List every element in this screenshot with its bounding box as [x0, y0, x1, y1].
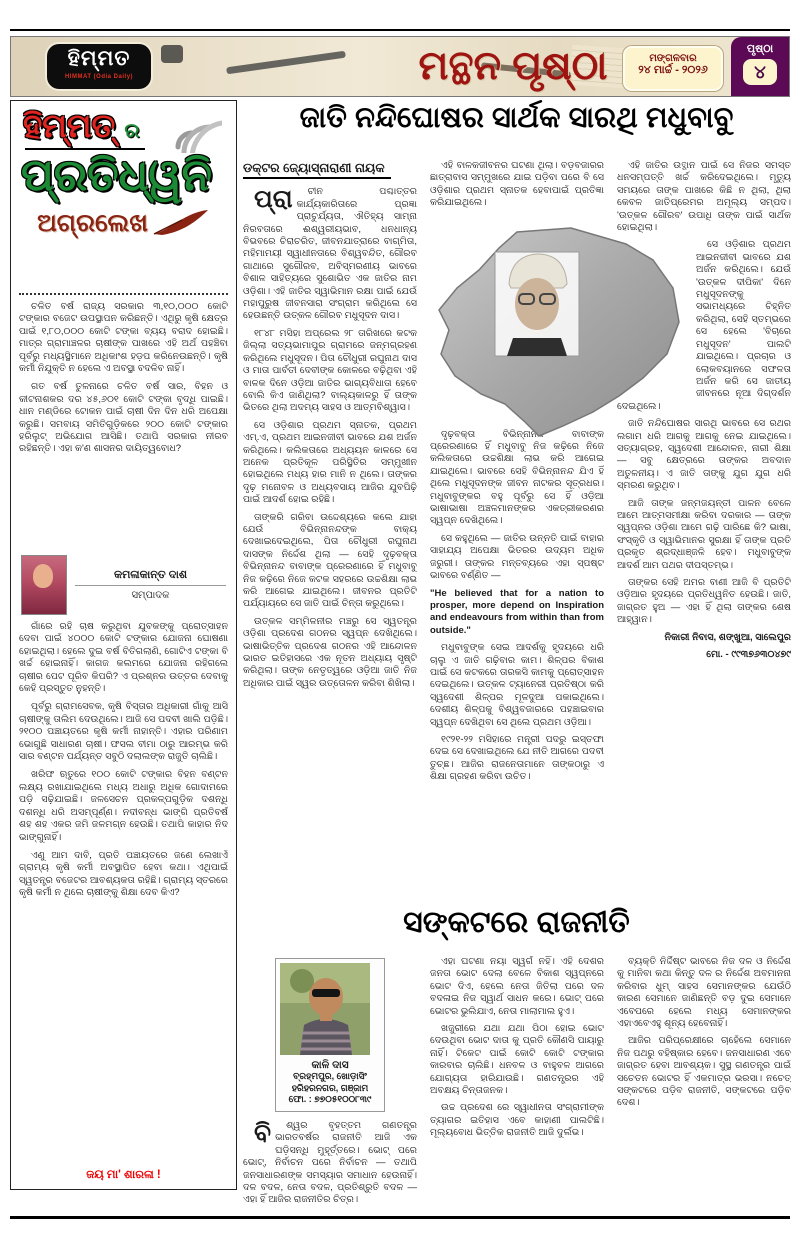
- masthead-word1: ହିମ୍ମତ୍: [23, 107, 116, 144]
- editorial-text-top: ଚଳିତ ବର୍ଷ ରାଜ୍ୟ ସରକାର ୩,୧୦,୦୦୦ କୋଟି ଟଙ୍କାର ବଜେଟ ଉପସ୍ଥାପନ କରିଛନ୍ତି। ଏଥିରୁ କୃଷି କ୍ଷେତ୍ର ପାଇଁ ୧,୮୦,୦୦୦ କୋଟି ଟଙ୍କା ବ୍ୟୟ ବରାଦ ହୋଇଛି। ମାତ୍ର ଗ୍ରାମାଞ୍ଚଳର ଚାଷୀଙ୍କ ପାଖରେ ଏହି ଅର୍ଥ ପହଞ୍ଚିବା ପୂର୍ବରୁ ମଧ୍ୟସ୍ଥିମାନେ ଅଧିକାଂଶ ହଡ଼ପ କରିନେଉଛନ୍ତି। କୃଷି କର୍ମୀ ନିଯୁକ୍ତି ନ ହେଲେ ଏ ଅବସ୍ଥା ବଦଳିବ ନାହିଁ। ଗତ ବର୍ଷ ତୁଳନାରେ ଚଳିତ ବର୍ଷ ସାର, ବିହନ ଓ କୀଟନାଶକର ଦର ୪୫,୬୦୧ କୋଟି ଟଙ୍କା ବୃଦ୍ଧି ପାଇଛି। ଧାନ ମଣ୍ଡିରେ ଟୋକନ ପାଇଁ ଚାଷୀ ଦିନ ଦିନ ଧରି ଅପେକ୍ଷା କରୁଛି। ସମବାୟ ସମିତିଗୁଡ଼ିକରେ ୨୦୦ କୋଟି ଟଙ୍କାର ହରିଲୁଟ୍ ଅଭିଯୋଗ ଆସିଛି। ତଥାପି ସରକାର ନୀରବ ରହିଛନ୍ତି। ଏହା କ'ଣ ଶାସନର ଦାୟିତ୍ୱବୋଧ?: [19, 301, 228, 455]
- quill-icon: [152, 208, 210, 238]
- logo-subtitle: HIMMAT (Odia Daily): [64, 74, 134, 80]
- author-phone: ଫୋ. : ୭୭୦୫୧୦୦୮୩୯: [288, 1094, 372, 1105]
- article1-column-3: ଏହି ଜାତିର ଉତ୍ଥାନ ପାଇଁ ସେ ନିଜର ସମସ୍ତ ଧନସମ୍ପତ୍ତି ଖର୍ଚ୍ଚ କରିଦେଇଥିଲେ। ମୃତ୍ୟୁ ସମୟରେ ତାଙ୍କ ପାଖରେ କିଛି ନ ଥିଲା, ଥିଲା କେବଳ ଜାତିପ୍ରେମର ଅମୂଲ୍ୟ ସମ୍ପଦ। 'ଉତ୍କଳ ଗୌରବ' ଉପାଧି ତାଙ୍କ ପାଇଁ ସାର୍ଥକ ହୋଇଥିଲା। ସେ ଓଡ଼ିଶାର ପ୍ରଥମ ଆଇନଜୀବୀ ଭାବରେ ଯଶ ଅର୍ଜନ କରିଥିଲେ। ଯେଉଁ 'ଉତ୍କଳ ଦୀପିକା' ଦିନେ ମଧୁସୂଦନଙ୍କୁ ସଭାମଧ୍ୟରେ ଚିହ୍ନିତ କରିଥିଲା, ସେହି ସ୍ତମ୍ଭରେ ସେ ହେଲେ 'ବିଚାରେ ମଧୁସୂଦନ' ପାଲଟି ଯାଇଥିଲେ। ପ୍ରଚାର ଓ ଲୋକବୟାନରେ ସଫଳତା ଅର୍ଜନ କରି ସେ ଜାତୀୟ ଜୀବନରେ ନୂଆ ଦିଗ୍‌ଦର୍ଶନ ଦେଇଥିଲେ। ଜାତି ନନ୍ଦିଘୋଷର ସାରଥି ଭାବରେ ସେ ରଥର ଲଗାମ ଧରି ଆଗକୁ ଆଗକୁ ନେଇ ଯାଇଥିଲେ। ସତ୍ୟାଗ୍ରହ, ସ୍ୱଦେଶୀ ଆନ୍ଦୋଳନ, ନାରୀ ଶିକ୍ଷା — ସବୁ କ୍ଷେତ୍ରରେ ତାଙ୍କର ଅବଦାନ ଅତୁଳନୀୟ। ଏ ଜାତି ତାଙ୍କୁ ଯୁଗ ଯୁଗ ଧରି ସ୍ମରଣ କରୁଥିବ। ଆଜି ତାଙ୍କ ଜନ୍ମଜୟନ୍ତୀ ପାଳନ ବେଳେ ଆମେ ଆତ୍ମସମୀକ୍ଷା କରିବା ଦରକାର — ତାଙ୍କ ସ୍ୱପ୍ନର ଓଡ଼ିଶା ଆମେ ଗଢ଼ି ପାରିଛେ କି? ଭାଷା, ସଂସ୍କୃତି ଓ ସ୍ୱାଭିମାନର ସୁରକ୍ଷା ହିଁ ତାଙ୍କ ପ୍ରତି ପ୍ରକୃତ ଶ୍ରଦ୍ଧାଞ୍ଜଳି ହେବ। ମଧୁବାବୁଙ୍କ ଆଦର୍ଶ ଆମ ପଥର ଦୀପସ୍ତମ୍ଭ। ତାଙ୍କର ସେହି ଅମର ବାଣୀ ଆଜି ବି ପ୍ରତିଟି ଓଡ଼ିଆର ହୃଦୟରେ ପ୍ରତିଧ୍ୱନିତ ହେଉଛି। ଜାତି, ଜାଗ୍ରତ ହୁଅ — ଏହା ହିଁ ଥିଲା ତାଙ୍କର ଶେଷ ଆହ୍ୱାନ। ନିକାରୀ ନିବାସ, ଶଙ୍ଖୁଆ, ସାଲେପୁର ମୋ. - ୯୯୩୭୬୩୦୪୭୯: [617, 160, 791, 661]
- odisha-map-illustration: [421, 226, 683, 438]
- column-masthead: [19, 107, 228, 289]
- article1-headline: ଜାତି ନନ୍ଦିଘୋଷର ସାର୍ଥକ ସାରଥି ମଧୁବାବୁ: [299, 102, 734, 134]
- author-name: କାଳି ଦାସ: [311, 1059, 349, 1071]
- article2-headline: ସଙ୍କଟରେ ରାଜନୀତି: [403, 906, 630, 939]
- page-title: ମନ୍ଥନ ପୃଷ୍ଠା: [418, 44, 608, 88]
- editorial-text-bottom: ଗାଁରେ ରହି ଚାଷ କରୁଥିବା ଯୁବକଙ୍କୁ ପ୍ରୋତ୍ସାହନ ଦେବା ପାଇଁ ୪୦୦୦ କୋଟି ଟଙ୍କାର ଯୋଜନା ଘୋଷଣା ହୋଇଥିଲା। ହେଲେ ଦୁଇ ବର୍ଷ ବିତିଗଲାଣି, ଗୋଟିଏ ଟଙ୍କା ବି ଖର୍ଚ୍ଚ ହୋଇନାହିଁ। କାଗଜ କଲମରେ ଯୋଜନା ରହିଗଲେ ଚାଷୀର ପେଟ ପୂରିବ କିପରି? ଏ ପ୍ରଶ୍ନର ଉତ୍ତର ଦେବାକୁ କେହି ପ୍ରସ୍ତୁତ ନୁହନ୍ତି। ପୂର୍ବରୁ ଗ୍ରାମସେବକ, କୃଷି ବିସ୍ତାର ଅଧିକାରୀ ଗାଁକୁ ଆସି ଚାଷୀଙ୍କୁ ତାଲିମ ଦେଉଥିଲେ। ଆଜି ସେ ପଦବୀ ଖାଲି ପଡ଼ିଛି। ୨୧୦୦ ପଞ୍ଚାୟତରେ କୃଷି କର୍ମୀ ନାହାନ୍ତି। ଏହାର ପରିଣାମ ଭୋଗୁଛି ସାଧାରଣ ଚାଷୀ। ଫସଲ ବୀମା ଠାରୁ ଆରମ୍ଭ କରି ସାର ବଣ୍ଟନ ପର୍ଯ୍ୟନ୍ତ ସବୁଠି ଦଲାଲଙ୍କ ରାଜୁତି ଚାଲିଛି। ଖରିଫ ଋତୁରେ ୧୦୦ କୋଟି ଟଙ୍କାର ବିହନ ବଣ୍ଟନ ଲକ୍ଷ୍ୟ ରଖାଯାଇଥିଲେ ମଧ୍ୟ ଅଧାରୁ ଅଧିକ ଗୋଦାମରେ ପଡ଼ି ସଢ଼ିଯାଇଛି। ଜଳସେଚନ ପ୍ରକଳ୍ପଗୁଡ଼ିକ ଦଶନ୍ଧି ଦଶନ୍ଧି ଧରି ଅସମ୍ପୂର୍ଣ୍ଣ। ନଦୀବନ୍ଧ ଭାଙ୍ଗି ପ୍ରତିବର୍ଷ ଶହ ଶହ ଏକର ଜମି ଜଳମଗ୍ନ ହେଉଛି। ତଥାପି କାହାର ନିଦ ଭାଙ୍ଗୁନାହିଁ। ଏଣୁ ଆମ ଦାବି, ପ୍ରତି ପଞ୍ଚାୟତରେ ଜଣେ ଲେଖାଏଁ ଗ୍ରାମ୍ୟ କୃଷି କର୍ମୀ ଅବସ୍ଥାପିତ ହେବା କଥା। ଏଥିପାଇଁ ସ୍ୱତନ୍ତ୍ର ବଜେଟର ଆବଶ୍ୟକତା ରହିଛି। ଗ୍ରାମ୍ୟ ସ୍ତରରେ କୃଷି କର୍ମୀ ନ ଥିଲେ ଚାଷୀଙ୍କୁ ଶିକ୍ଷା ଦେବ କିଏ?: [19, 621, 228, 899]
- bottom-rule: [10, 1216, 790, 1219]
- top-rule: [10, 29, 790, 31]
- date-box: [623, 46, 723, 91]
- radio-waves-icon: [170, 109, 222, 153]
- editorial-banner: ଅଗ୍ରଲେଖ: [37, 208, 148, 237]
- page-number: ୪: [743, 59, 777, 85]
- editor-photo: [21, 555, 67, 615]
- masthead-suffix: ର: [124, 120, 140, 142]
- editor-inset: [19, 553, 228, 617]
- author-box: [275, 958, 385, 1112]
- inkpot-illustration: [161, 45, 183, 63]
- editorial-sidebar: [10, 100, 237, 1190]
- weekday: ମଙ୍ଗଳବାର: [649, 53, 697, 64]
- author-photo: [280, 963, 370, 1055]
- author-address-1: ବ୍ରହ୍ମପୁର, ଖୋଡ଼ାସିଂ: [293, 1071, 367, 1082]
- article2-column-1: କାଳି ଦାସ ବ୍ରହ୍ମପୁର, ଖୋଡ଼ାସିଂ ହରିହରନଗର, ଗଞ୍ଜାମ ଫୋ. : ୭୭୦୫୧୦୦୮୩୯ ବି ଶ୍ୱର ବୃହତ୍ତମ ଗଣତନ୍ତ୍ର ଭାରତବର୍ଷର ରାଜନୀତି ଆଜି ଏକ ଘଡ଼ିସନ୍ଧି ମୁହୂର୍ତ୍ତରେ। ଭୋଟ୍ ପରେ ଭୋଟ୍, ନିର୍ବାଚନ ପରେ ନିର୍ବାଚନ — ତଥାପି ଜନସାଧାରଣଙ୍କ ସମସ୍ୟାର ସମାଧାନ ହେଉନାହିଁ। ଦଳ ବଦଳ, ନେତା ବଦଳ, ପ୍ରତିଶ୍ରୁତି ବଦଳ — ଏହା ହିଁ ଆଜିର ରାଜନୀତିର ଚିତ୍ର।: [243, 956, 417, 1212]
- article2-column-2: ଏହା ଘଟଣା ନୟା ସ୍ୱର୍ଗ ନହିଁ। ଏହି ଦେଶର ଜନତା ଭୋଟ ଦେଲା ବେଳେ ବିକାଶ ସ୍ୱପ୍ନରେ ଭୋଟ ଦିଏ, ହେଲେ ନେତା ଜିତିଲା ପରେ ଦଳ ବଦଳାଇ ନିଜ ସ୍ୱାର୍ଥ ସାଧନ କରେ। ଭୋଟ୍ ପରେ ଭୋଟର ଭୁଲିଯାଏ, ନେତା ମାଲାମାଲ ହୁଏ। ଖଜୁରୀରେ ଯଥା ଯଥା ପିଠା ହୋଇ ଭୋଟ ଦେଉଥିବା ଭୋଟ ଦାତା କୁ ପ୍ରତି କୌଣସି ପାୟାରୁ ନାହିଁ। ଟିକେଟ ପାଇଁ କୋଟି କୋଟି ଟଙ୍କାର କାରବାର ଚାଲିଛି। ଧନବଳ ଓ ବାହୁବଳ ଆଗରେ ଯୋଗ୍ୟତା ହାରିଯାଉଛି। ଗଣତନ୍ତ୍ରର ଏହି ଅବକ୍ଷୟ ଚିନ୍ତାଜନକ। ଉଚ୍ଚ ପ୍ରଦେଶ ରେ ସ୍ୱାଧୀନତା ସଂଗ୍ରାମୀଙ୍କ ତ୍ୟାଗର ଇତିହାସ ଏବେ କାହାଣୀ ପାଲଟିଛି। ମୂଲ୍ୟବୋଧ ଭିତ୍ତିକ ରାଜନୀତି ଆଜି ଦୁର୍ଲଭ।: [430, 956, 604, 1139]
- author-address-2: ହରିହରନଗର, ଗଞ୍ଜାମ: [291, 1082, 369, 1093]
- article1-byline: ଡକ୍ଟର ଜ୍ୟୋସ୍ନାରାଣୀ ନାୟକ: [243, 160, 391, 179]
- portrait-madhubabu: [495, 252, 579, 356]
- editorial-closing-slogan: ଜୟ ମା' ଶାରଳା !: [86, 1169, 161, 1181]
- editor-name: କମଳାକାନ୍ତ ଦାଶ: [75, 569, 226, 586]
- article1-column-1: ଡକ୍ଟର ଜ୍ୟୋସ୍ନାରାଣୀ ନାୟକ ପ୍ରା ଚୀନ ପଶ୍ଚାତ୍ତର କାର୍ଯ୍ୟକାରିତାରେ ପ୍ରଜ୍ଞା ପ୍ରାଚୁର୍ଯ୍ୟତା, ଐତିହ୍ୟ ସାମ୍ନା ନିରବତାରେ ଈଶ୍ୱରୀୟଭାବ, ଧନଧାନ୍ୟ ବିଭବରେ ଚିରାଚରିତ, ଜୀବନଯାତ୍ରାରେ ବାଗ୍ମିତା, ମହିମାମୟୀ ସ୍ୱାଧୀନତାରେ ବିଶ୍ୱବନ୍ଦିତ, ଗୌରବ ଗାଥାରେ ସୁଗୌରବ, ଅବିସ୍ମରଣୀୟ ଭାବରେ ବିଶାଳ ସାହିତ୍ୟରେ ସୁଶୋଭିତ ଏକ ଜାତିର ନାମ ଓଡ଼ିଶା। ଏହି ଜାତିର ସ୍ୱାଭିମାନ ରକ୍ଷା ପାଇଁ ଯେଉଁ ମହାପୁରୁଷ ଜୀବନସାରା ସଂଗ୍ରାମ କରିଥିଲେ ସେ ହେଉଛନ୍ତି ଉତ୍କଳ ଗୌରବ ମଧୁସୂଦନ ଦାସ। ୧୮୪୮ ମସିହା ଅପ୍ରେଲ ୨୮ ତାରିଖରେ କଟକ ଜିଲ୍ଲା ସତ୍ୟଭାମାପୁର ଗ୍ରାମରେ ଜନ୍ମଗ୍ରହଣ କରିଥିଲେ ମଧୁସୂଦନ। ପିତା ଚୌଧୁରୀ ରଘୁନାଥ ଦାସ ଓ ମାତା ପାର୍ବତୀ ଦେବୀଙ୍କ କୋଳରେ ବଢ଼ିଥିବା ଏହି ବାଳକ ଦିନେ ଓଡ଼ିଆ ଜାତିର ଭାଗ୍ୟବିଧାତା ହେବେ ବୋଲି କିଏ ଜାଣିଥିଲା? ବାଲ୍ୟକାଳରୁ ହିଁ ତାଙ୍କ ଭିତରେ ଥିଲା ଅଦମ୍ୟ ସାହସ ଓ ଆତ୍ମବିଶ୍ୱାସ। ସେ ଓଡ଼ିଶାର ପ୍ରଥମ ସ୍ନାତକ, ପ୍ରଥମ ଏମ୍.ଏ, ପ୍ରଥମ ଆଇନଜୀବୀ ଭାବରେ ଯଶ ଅର୍ଜନ କରିଥିଲେ। କଲିକତାରେ ଅଧ୍ୟୟନ କାଳରେ ସେ ଅନେକ ପ୍ରତିକୂଳ ପରିସ୍ଥିତିର ସମ୍ମୁଖୀନ ହୋଇଥିଲେ ମଧ୍ୟ ହାର ମାନି ନ ଥିଲେ। ତାଙ୍କର ଦୃଢ଼ ମନୋବଳ ଓ ଅଧ୍ୟବସାୟ ଆଜିର ଯୁବପିଢ଼ି ପାଇଁ ଆଦର୍ଶ ହୋଇ ରହିଛି। ତାଙ୍କରି ଗରିବା ଉଦ୍ଦେଶ୍ୟରେ କଲେ ଯାହା ଯେଉଁ ବିଭିନ୍ନାନନ୍ଦଙ୍କ ବାକ୍ୟ ଦେଖାଇଦେଇଥିଲେ, ପିତା ଚୌଧୁରୀ ରଘୁନାଥ ଦାସଙ୍କ ନିର୍ଦ୍ଦେଶ ଥିଲା — ସେହି ଦୃଢ଼ବକ୍ତା ବିଭିନ୍ନାନନ୍ଦ ବାବାଙ୍କ ପ୍ରେରଣାରେ ହିଁ ମଧୁବାବୁ ନିଜ କଢ଼ିରେ ନିଜେ କଟକ ସହରରେ ଉଚ୍ଚଶିକ୍ଷା ଲାଭ କରି ଆଗେଇ ଯାଇଥିଲେ। ଜୀବନର ପ୍ରତିଟି ପର୍ଯ୍ୟାୟରେ ସେ ଜାତି ପାଇଁ ଚିନ୍ତା କରୁଥିଲେ। ଉତ୍କଳ ସମ୍ମିଳନୀର ମଞ୍ଚରୁ ସେ ସ୍ୱତନ୍ତ୍ର ଓଡ଼ିଶା ପ୍ରଦେଶ ଗଠନର ସ୍ୱପ୍ନ ଦେଖିଥିଲେ। ଭାଷାଭିତ୍ତିକ ପ୍ରଦେଶ ଗଠନର ଏହି ଆନ୍ଦୋଳନ ଭାରତ ଇତିହାସରେ ଏକ ନୂତନ ଅଧ୍ୟାୟ ସୃଷ୍ଟି କରିଥିଲା। ତାଙ୍କ ନେତୃତ୍ୱରେ ଓଡ଼ିଆ ଜାତି ନିଜ ଅଧିକାର ପାଇଁ ସ୍ୱର ଉତ୍ତୋଳନ କରିବା ଶିଖିଲା।: [243, 161, 417, 689]
- article2-body: [243, 956, 790, 1212]
- dotted-divider: [19, 293, 228, 295]
- article1-column-2: ଏହି ବାଳକଜୀବନର ଘଟଣା ଥିଲା। ବଡ଼ବଜାରର ଛାତ୍ରାବାସ ସମ୍ମୁଖରେ ଯାଇ ପଡ଼ିବା ପରେ ବି ସେ ଓଡ଼ିଶାର ପ୍ରଥମ ସ୍ନାତକ ହେବାପାଇଁ ପ୍ରତିଜ୍ଞା କରିଯାଇଥିଲେ। ଦୃଢ଼ବକ୍ତା ବିଭିନ୍ନାନନ୍ଦ ବାବାଙ୍କ ପ୍ରେରଣାରେ ହିଁ ମଧୁବାବୁ ନିଜ କଢ଼ିରେ ନିଜେ କଲିକତାରେ ଉଚ୍ଚଶିକ୍ଷା ଲାଭ କରି ଆଗେଇ ଯାଇଥିଲେ। ଭାବରେ ସେହି ବିଭିନ୍ନାନନ୍ଦ ଯିଏ ହିଁ ଥିଲେ ମଧୁସୂଦନଙ୍କ ଜୀବନ ନାଟକର ସୂତ୍ରଧର। ମଧୁବାବୁଙ୍କର ବହୁ ପୂର୍ବରୁ ସେ ହିଁ ଓଡ଼ିଆ ଭାଷାଭାଷା ଅଞ୍ଚଳମାନଙ୍କର ଏକତ୍ରୀକରଣର ସ୍ୱପ୍ନ ଦେଖିଥିଲେ। ସେ କହୁଥିଲେ — ଜାତିର ଉନ୍ନତି ପାଇଁ ବାହାର ସାହାଯ୍ୟ ଅପେକ୍ଷା ଭିତରର ଉଦ୍ୟମ ଅଧିକ ଜରୁରୀ। ତାଙ୍କର ମନ୍ତବ୍ୟରେ ଏହା ସ୍ପଷ୍ଟ ଭାବରେ ବର୍ଣ୍ଣିତ — "He believed that for a nation to prosper, more depend on Inspiration and endeavours from within than from outside." ମଧୁବାବୁଙ୍କ ସେଇ ଆଦର୍ଶକୁ ହୃଦୟରେ ଧରି ଚାଲୁ ଏ ଜାତି ଗଢ଼ିବାର କାମ। ଶିଳ୍ପର ବିକାଶ ପାଇଁ ସେ କଟକରେ ତାରକସି କାମକୁ ପ୍ରୋତ୍ସାହନ ଦେଇଥିଲେ। ଉତ୍କଳ ଟ୍ୟାନେରୀ ପ୍ରତିଷ୍ଠା କରି ସ୍ୱଦେଶୀ ଶିଳ୍ପର ମୂଳଦୁଆ ପକାଇଥିଲେ। ଦେଶୀୟ ଶିଳ୍ପକୁ ବିଶ୍ୱବଜାରରେ ପହଞ୍ଚାଇବାର ସ୍ୱପ୍ନ ଦେଖିଥିବା ସେ ଥିଲେ ପ୍ରଥମ ଓଡ଼ିଆ। ୧୯୨୧-୨୨ ମସିହାରେ ମନ୍ତ୍ରୀ ପଦରୁ ଇସ୍ତଫା ଦେଇ ସେ ଦେଖାଇଥିଲେ ଯେ ନୀତି ଆଗରେ ପଦବୀ ତୁଚ୍ଛ। ଆଜିର ରାଜନେତାମାନେ ତାଙ୍କଠାରୁ ଏ ଶିକ୍ଷା ଗ୍ରହଣ କରିବା ଉଚିତ।: [430, 160, 604, 783]
- pen-illustration: [226, 51, 346, 75]
- header-banner: [10, 36, 790, 97]
- page-label: ପୃଷ୍ଠା: [746, 43, 774, 55]
- masthead-word2: ପ୍ରତିଧ୍ୱନି: [21, 151, 212, 200]
- logo-title: ହିମ୍ମତ: [67, 47, 131, 70]
- article2-column-3: ବ୍ୟକ୍ତି ନିର୍ଦ୍ଦିଷ୍ଟ ଭାବରେ ନିଜ ଦଳ ଓ ନିର୍ଦ୍ଦେଶ କୁ ମାନିବା କଥା କିନ୍ତୁ ଦଳ ର ନିର୍ଦ୍ଦେଶ ଅବମାନନା କରିବାର ଧୁମ୍ ସାହସ ସେମାନଙ୍କର ଯେଉଁଠି କାରଣ ସେମାନେ ଜାଣିଛନ୍ତି ବଡ଼ ଦୁଇ ସେମାନେ ଏବେପରେ ହେଲେ ମଧ୍ୟ ସେମାନଙ୍କର ଏହାଏବେଏହୁ ଶୂନ୍ୟ ହେବେନାହିଁ। ଆଜିର ପରିପ୍ରେକ୍ଷୀରେ ଚାହେଁଲେ ସେମାନେ ନିଜ ପଥରୁ ବହିଷ୍କାର ହେବେ। ଜନସାଧାରଣ ଏବେ ଜାଗ୍ରତ ହେବା ଆବଶ୍ୟକ। ସୁସ୍ଥ ଗଣତନ୍ତ୍ର ପାଇଁ ସଚେତନ ଭୋଟର ହିଁ ଏକମାତ୍ର ଭରସା। ନଚେତ୍ ସଙ୍କଟରେ ପଡ଼ିବ ରାଜନୀତି, ସଙ୍କଟରେ ପଡ଼ିବ ଦେଶ।: [617, 956, 791, 1109]
- editor-role: ସମ୍ପାଦକ: [131, 590, 170, 601]
- page-number-box: [731, 37, 789, 96]
- newspaper-logo: [47, 44, 151, 89]
- masthead-underline: [25, 148, 145, 150]
- date: ୨୪ ମାର୍ଚ୍ଚ - ୨୦୨୬: [638, 64, 708, 76]
